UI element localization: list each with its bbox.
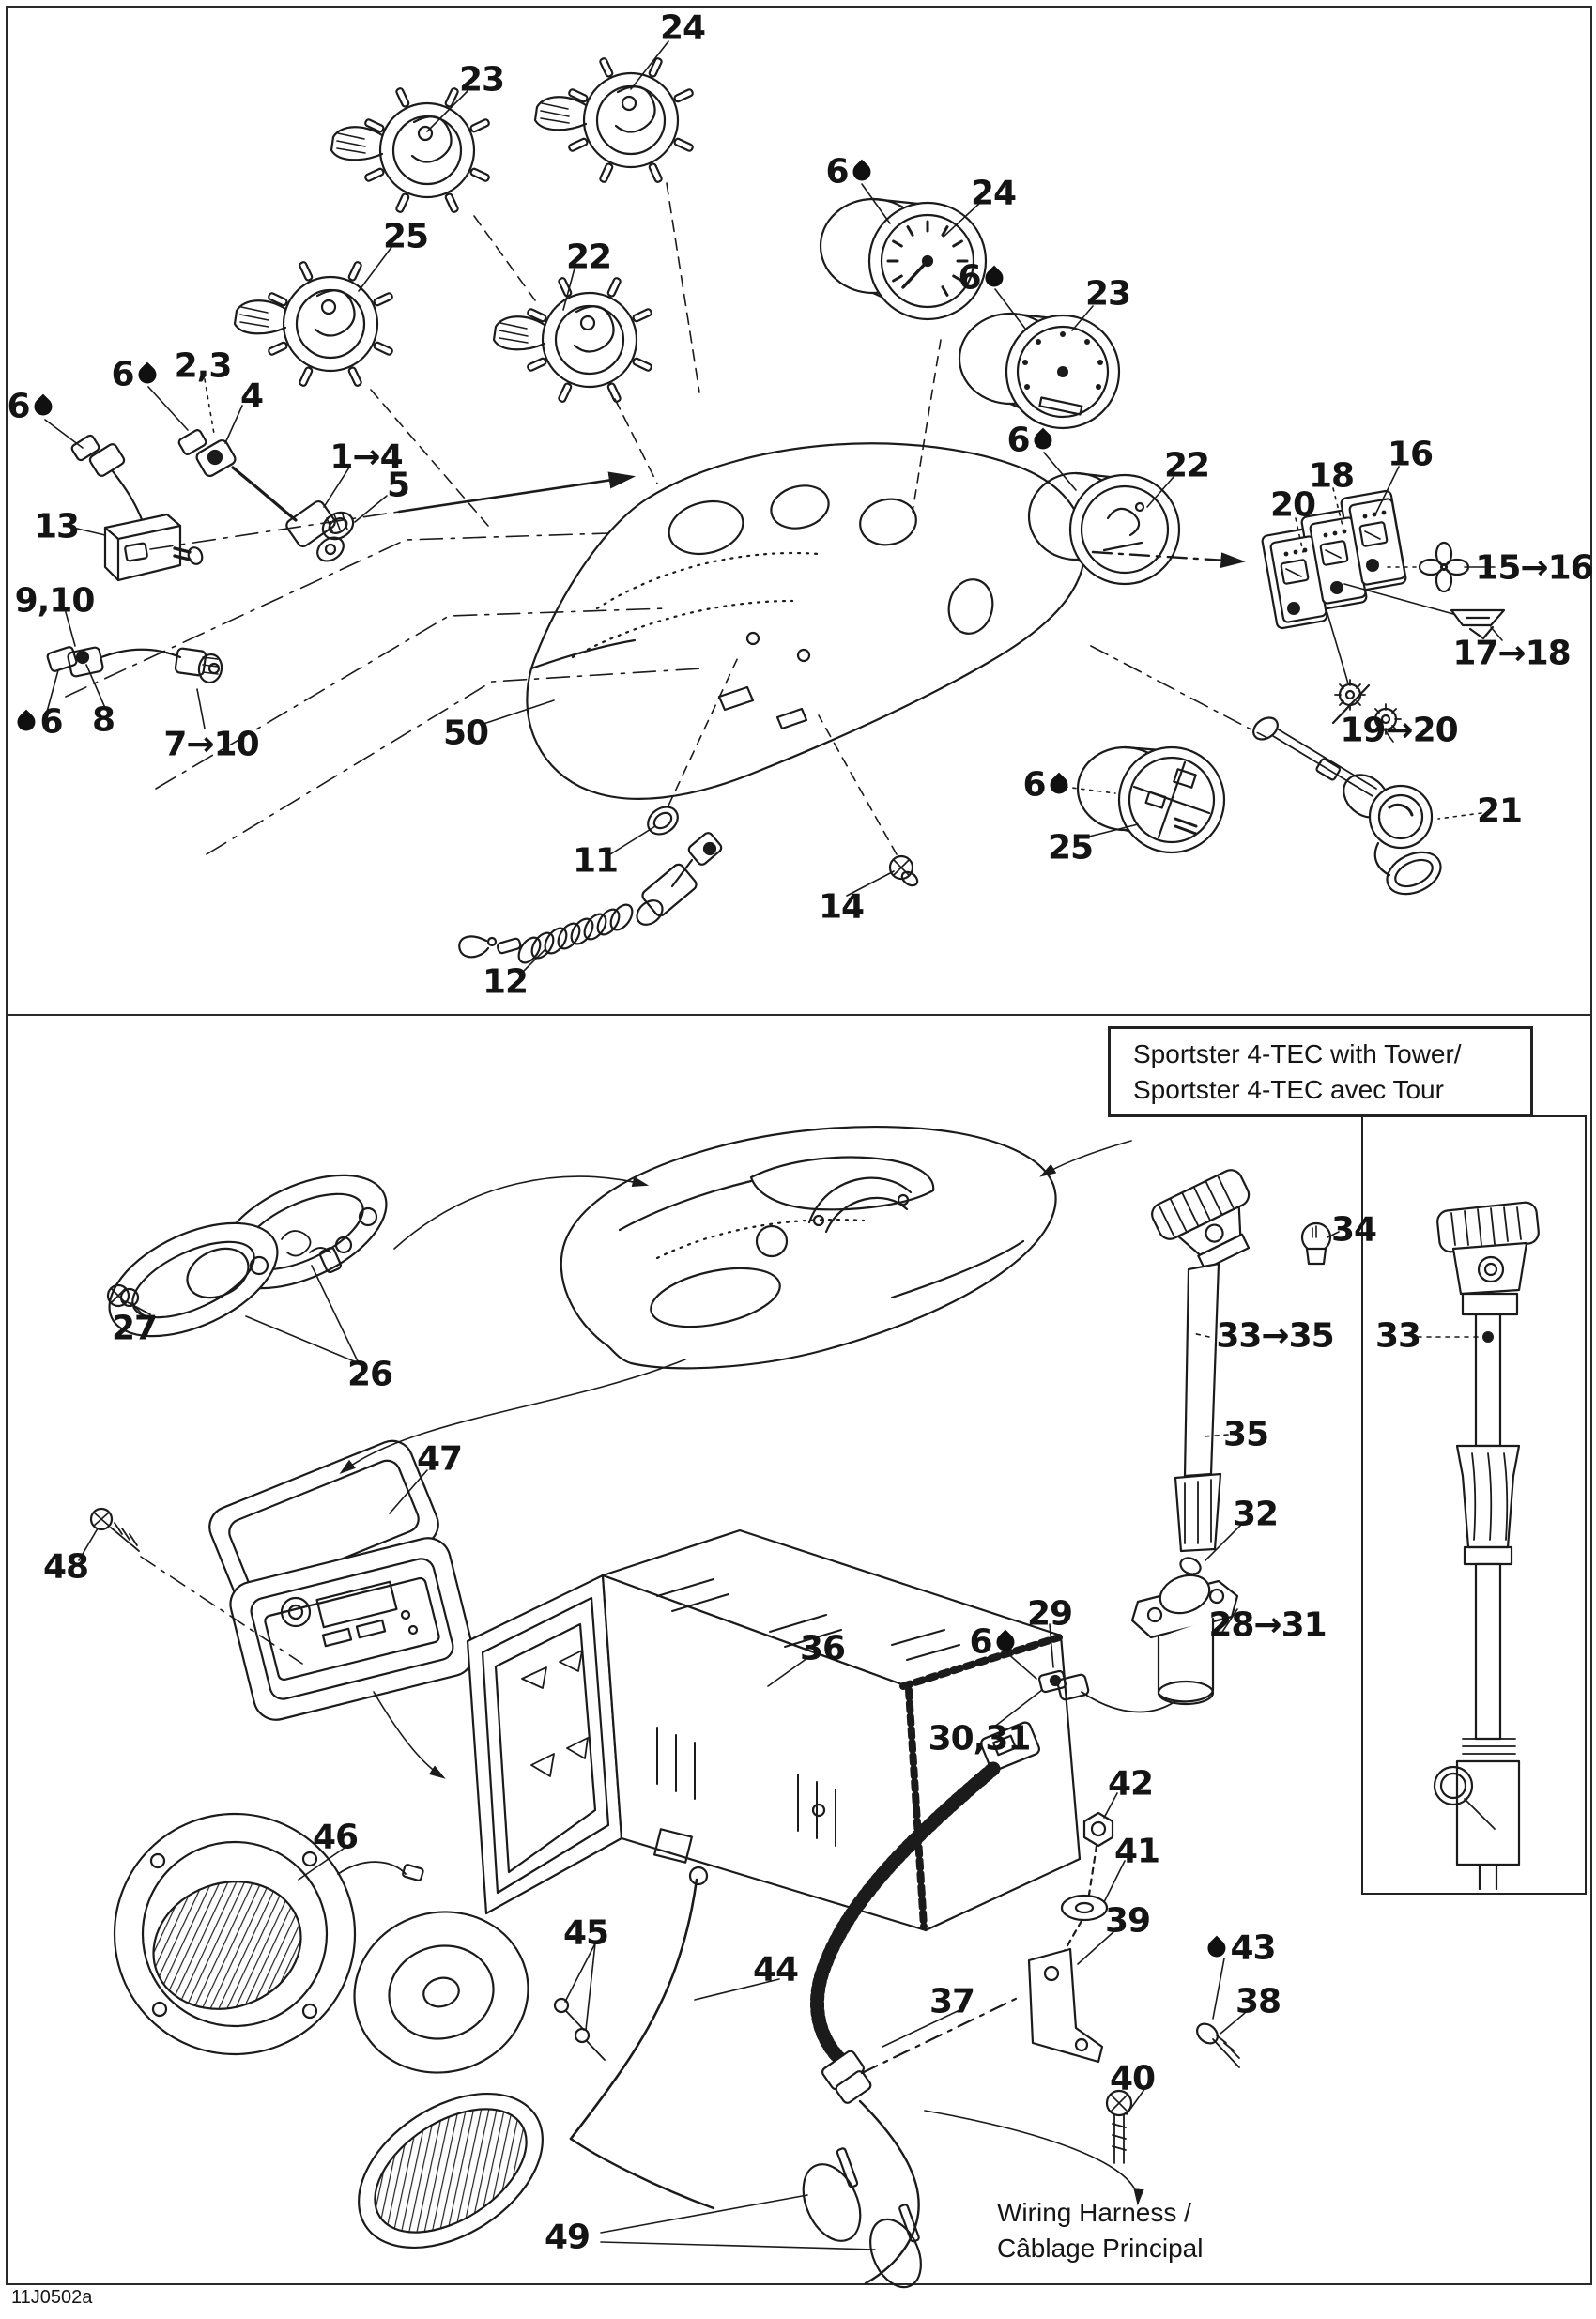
lubricant-droplet-icon bbox=[993, 1630, 1019, 1655]
callout-8: 8 bbox=[91, 700, 115, 740]
diagram-part-code: 11J0502a bbox=[11, 2287, 93, 2308]
callout-24: 24 bbox=[659, 8, 706, 48]
callout-6: 6 bbox=[958, 259, 1007, 298]
dess-post-11-12-drawing bbox=[459, 802, 723, 967]
callout-27: 27 bbox=[111, 1309, 158, 1348]
callout-35: 35 bbox=[1222, 1415, 1269, 1454]
lubricant-droplet-icon bbox=[14, 710, 39, 735]
callout-44: 44 bbox=[752, 1950, 799, 1989]
bolt-14-drawing bbox=[890, 856, 920, 888]
radio-36-drawing bbox=[468, 1530, 1080, 2139]
callout-41: 41 bbox=[1113, 1832, 1160, 1871]
callout-5: 5 bbox=[386, 466, 410, 505]
lubricant-droplet-icon bbox=[31, 394, 56, 420]
variant-title-en: Sportster 4-TEC with Tower/ bbox=[1133, 1039, 1462, 1068]
speaker-grille-drawing bbox=[330, 2062, 570, 2280]
lubricant-droplet-icon bbox=[982, 266, 1007, 291]
callout-18: 18 bbox=[1308, 456, 1355, 496]
info-gauge-25-drawing bbox=[1078, 747, 1224, 852]
callout-6: 6 bbox=[1006, 422, 1056, 460]
hull-drawing bbox=[561, 1127, 1056, 1368]
callout-14: 14 bbox=[818, 887, 865, 927]
screw-48-drawing bbox=[91, 1509, 139, 1551]
tower-pole-box bbox=[1361, 1115, 1587, 1895]
gauge-ring-24-drawing bbox=[535, 57, 694, 182]
lubricant-droplet-icon bbox=[135, 362, 161, 388]
gauge-ring-23-drawing bbox=[331, 87, 490, 212]
gauge-ring-25-drawing bbox=[235, 261, 393, 386]
dash-console-50-drawing bbox=[527, 443, 1084, 799]
lubricant-droplet-icon bbox=[1205, 1936, 1230, 1961]
callout-24: 24 bbox=[970, 174, 1017, 213]
lubricant-droplet-icon bbox=[1031, 428, 1056, 453]
switch-13-drawing bbox=[105, 514, 205, 580]
callout-22: 22 bbox=[565, 238, 612, 277]
callout-28-31: 28→31 bbox=[1208, 1605, 1327, 1645]
variant-header-box bbox=[1108, 1026, 1533, 1117]
callout-43: 43 bbox=[1203, 1929, 1275, 1968]
callout-6: 6 bbox=[111, 356, 161, 394]
callout-42: 42 bbox=[1107, 1764, 1154, 1804]
callout-20: 20 bbox=[1269, 485, 1316, 525]
callout-23: 23 bbox=[458, 60, 505, 100]
callout-36: 36 bbox=[799, 1629, 846, 1668]
callout-23: 23 bbox=[1084, 274, 1131, 314]
callout-38: 38 bbox=[1235, 1982, 1281, 2021]
callout-33: 33 bbox=[1374, 1316, 1421, 1356]
callout-6: 6 bbox=[1022, 766, 1072, 805]
callout-6: 6 bbox=[12, 703, 62, 742]
callout-13: 13 bbox=[33, 507, 80, 546]
callout-9-10: 9,10 bbox=[14, 581, 95, 621]
callout-12: 12 bbox=[482, 962, 529, 1002]
callout-15-16: 15→16 bbox=[1475, 548, 1593, 588]
speedometer-gauge-23-drawing bbox=[959, 314, 1119, 428]
callout-34: 34 bbox=[1330, 1210, 1377, 1250]
lubricant-droplet-icon bbox=[1047, 773, 1072, 798]
callout-2-3: 2,3 bbox=[174, 346, 232, 386]
callout-45: 45 bbox=[562, 1913, 609, 1953]
callout-47: 47 bbox=[416, 1439, 463, 1479]
callout-1-4: 1→4 bbox=[330, 438, 403, 477]
fan-icon-drawing bbox=[1420, 543, 1468, 591]
variant-title-fr: Sportster 4-TEC avec Tour bbox=[1133, 1075, 1444, 1104]
callout-16: 16 bbox=[1387, 435, 1434, 474]
callout-50: 50 bbox=[442, 714, 489, 753]
callout-19-20: 19→20 bbox=[1340, 711, 1458, 750]
callout-29: 29 bbox=[1026, 1594, 1073, 1634]
callout-22: 22 bbox=[1163, 446, 1210, 485]
retaining-ring-5-drawing bbox=[318, 507, 358, 545]
callout-39: 39 bbox=[1104, 1901, 1151, 1941]
callout-6: 6 bbox=[969, 1623, 1019, 1662]
callout-26: 26 bbox=[346, 1355, 393, 1394]
callout-17-18: 17→18 bbox=[1452, 634, 1571, 673]
callout-30-31: 30,31 bbox=[928, 1719, 1031, 1758]
callout-6: 6 bbox=[825, 153, 875, 192]
callout-25: 25 bbox=[1047, 828, 1094, 868]
callout-33-35: 33→35 bbox=[1216, 1316, 1334, 1356]
callout-46: 46 bbox=[312, 1818, 359, 1857]
callout-4: 4 bbox=[239, 376, 264, 416]
callout-11: 11 bbox=[572, 841, 619, 881]
callout-49: 49 bbox=[544, 2218, 591, 2257]
bulb-socket-2-3-and-sensor-1-4-drawing bbox=[177, 429, 347, 566]
callout-21: 21 bbox=[1476, 791, 1523, 831]
callout-37: 37 bbox=[928, 1982, 975, 2021]
wiring-harness-label-en: Wiring Harness / bbox=[997, 2198, 1191, 2227]
callout-32: 32 bbox=[1232, 1495, 1279, 1534]
lubricant-droplet-icon bbox=[850, 160, 875, 185]
wiring-harness-label-fr: Câblage Principal bbox=[997, 2234, 1204, 2263]
callout-6: 6 bbox=[7, 388, 56, 426]
callout-48: 48 bbox=[42, 1547, 89, 1587]
gauge-ring-22-drawing bbox=[494, 277, 652, 402]
callout-25: 25 bbox=[382, 217, 429, 256]
callout-40: 40 bbox=[1109, 2059, 1156, 2098]
callout-7-10: 7→10 bbox=[163, 725, 259, 764]
wiring-harness-label bbox=[997, 2195, 1203, 2266]
